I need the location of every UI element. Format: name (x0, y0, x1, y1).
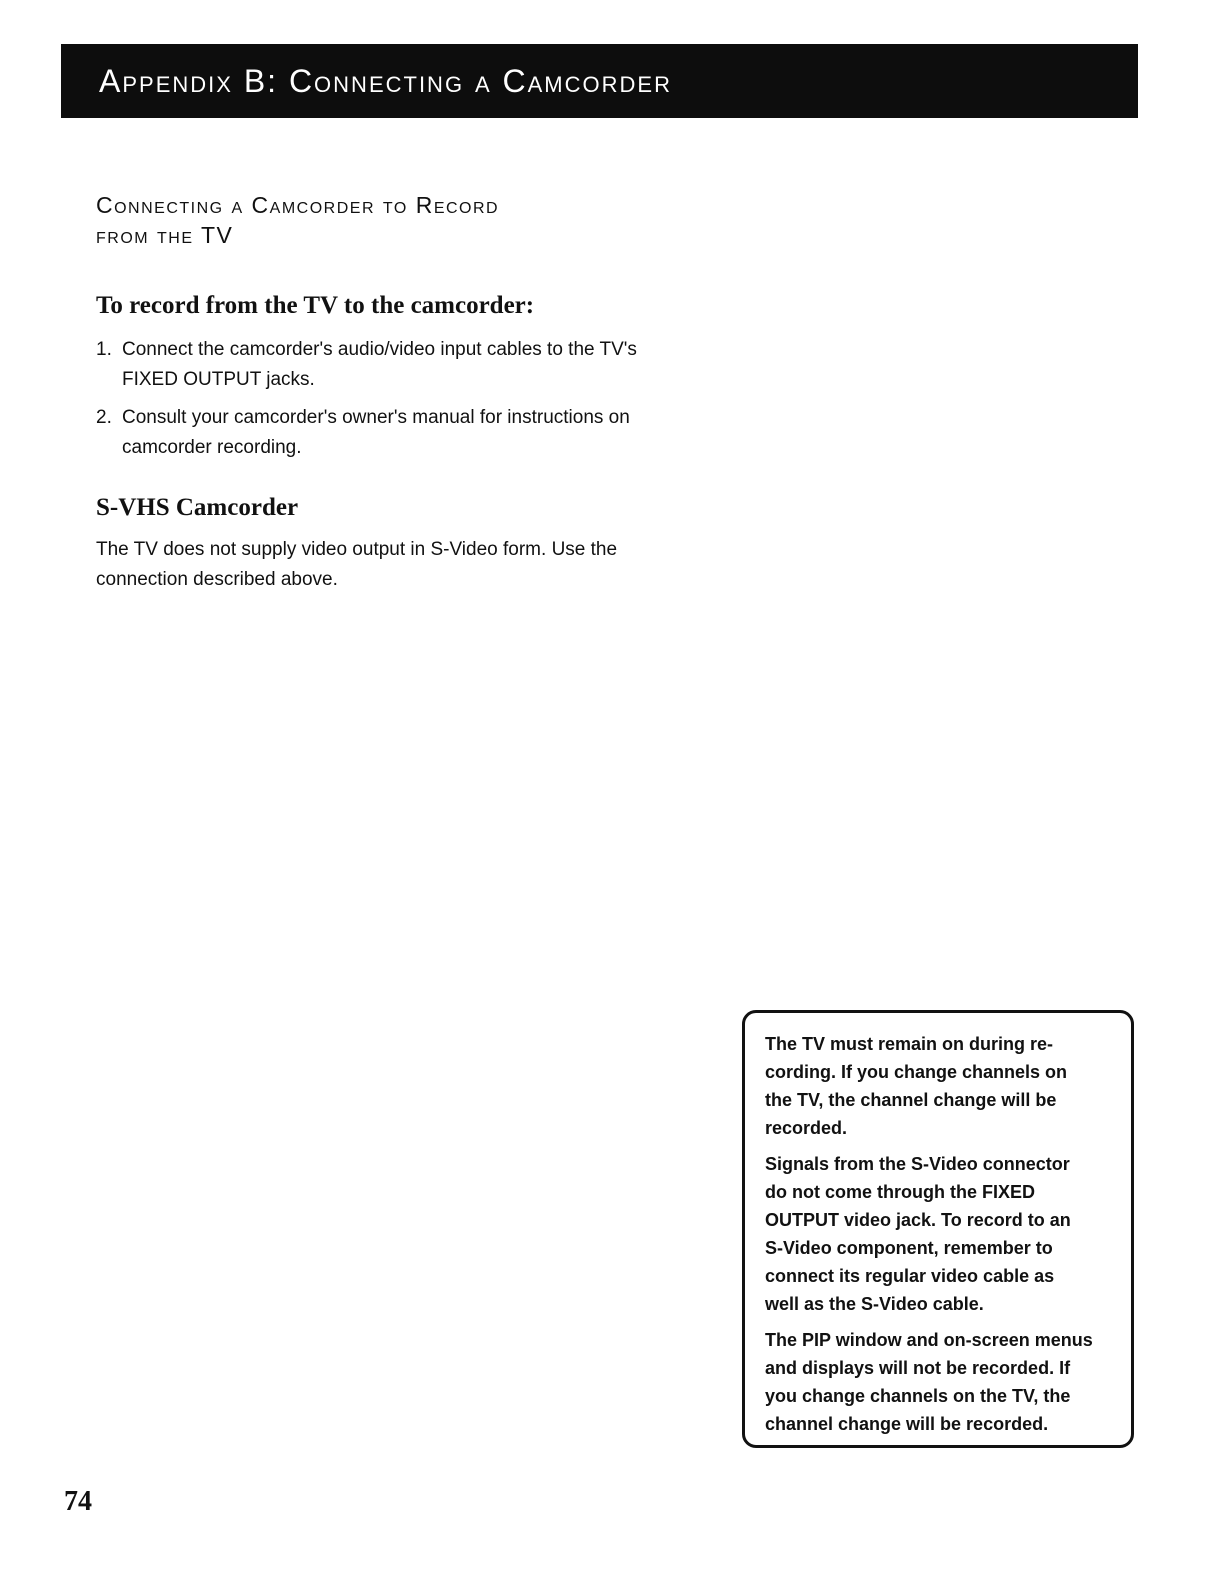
step-number: 2. (96, 407, 112, 428)
note-paragraph (765, 1030, 1117, 1142)
procedure-steps (96, 335, 666, 471)
note-line: do not come through the FIXED (765, 1182, 1035, 1202)
note-line: channel change will be recorded. (765, 1414, 1049, 1434)
note-line: cording. If you change channels on (765, 1062, 1068, 1082)
chapter-title: Appendix B: Connecting a Camcorder (99, 62, 672, 99)
note-line: you change channels on the TV, the (765, 1386, 1071, 1406)
step-item (96, 403, 666, 463)
svhs-heading: S-VHS Camcorder (96, 494, 299, 521)
note-paragraph (765, 1326, 1117, 1438)
note-line: recorded. (765, 1118, 848, 1138)
note-line: Signals from the S-Video connector (765, 1154, 1070, 1174)
step-text-line-1: Consult your camcorder's owner's manual for instructions on (122, 407, 630, 428)
step-item (96, 335, 666, 395)
note-line: The TV must remain on during re- (765, 1034, 1054, 1054)
note-line: the TV, the channel change will be (765, 1090, 1057, 1110)
note-line: connect its regular video cable as (765, 1266, 1055, 1286)
svhs-text-line-2: connection described above. (96, 569, 338, 590)
section-title-line-2: from the TV (96, 222, 234, 248)
step-number: 1. (96, 339, 112, 360)
step-text-line-2: camcorder recording. (122, 437, 302, 458)
note-line: OUTPUT video jack. To record to an (765, 1210, 1071, 1230)
chapter-header-bar (61, 44, 1138, 118)
note-line: well as the S-Video cable. (765, 1294, 984, 1314)
svhs-paragraph (96, 535, 656, 595)
step-text-line-1: Connect the camcorder's audio/video input cables to the TV's (122, 339, 637, 360)
procedure-heading: To record from the TV to the camcorder: (96, 292, 535, 319)
step-text-line-2: FIXED OUTPUT jacks. (122, 369, 315, 390)
note-line: and displays will not be recorded. If (765, 1358, 1071, 1378)
note-line: S-Video component, remember to (765, 1238, 1053, 1258)
note-paragraph (765, 1150, 1117, 1318)
svhs-text-line-1: The TV does not supply video output in S-Video form. Use the (96, 539, 618, 560)
note-line: The PIP window and on-screen menus (765, 1330, 1093, 1350)
section-title-line-1: Connecting a Camcorder to Record (96, 192, 500, 218)
section-title (96, 190, 696, 250)
note-box (742, 1010, 1134, 1448)
page-number: 74 (64, 1486, 92, 1517)
